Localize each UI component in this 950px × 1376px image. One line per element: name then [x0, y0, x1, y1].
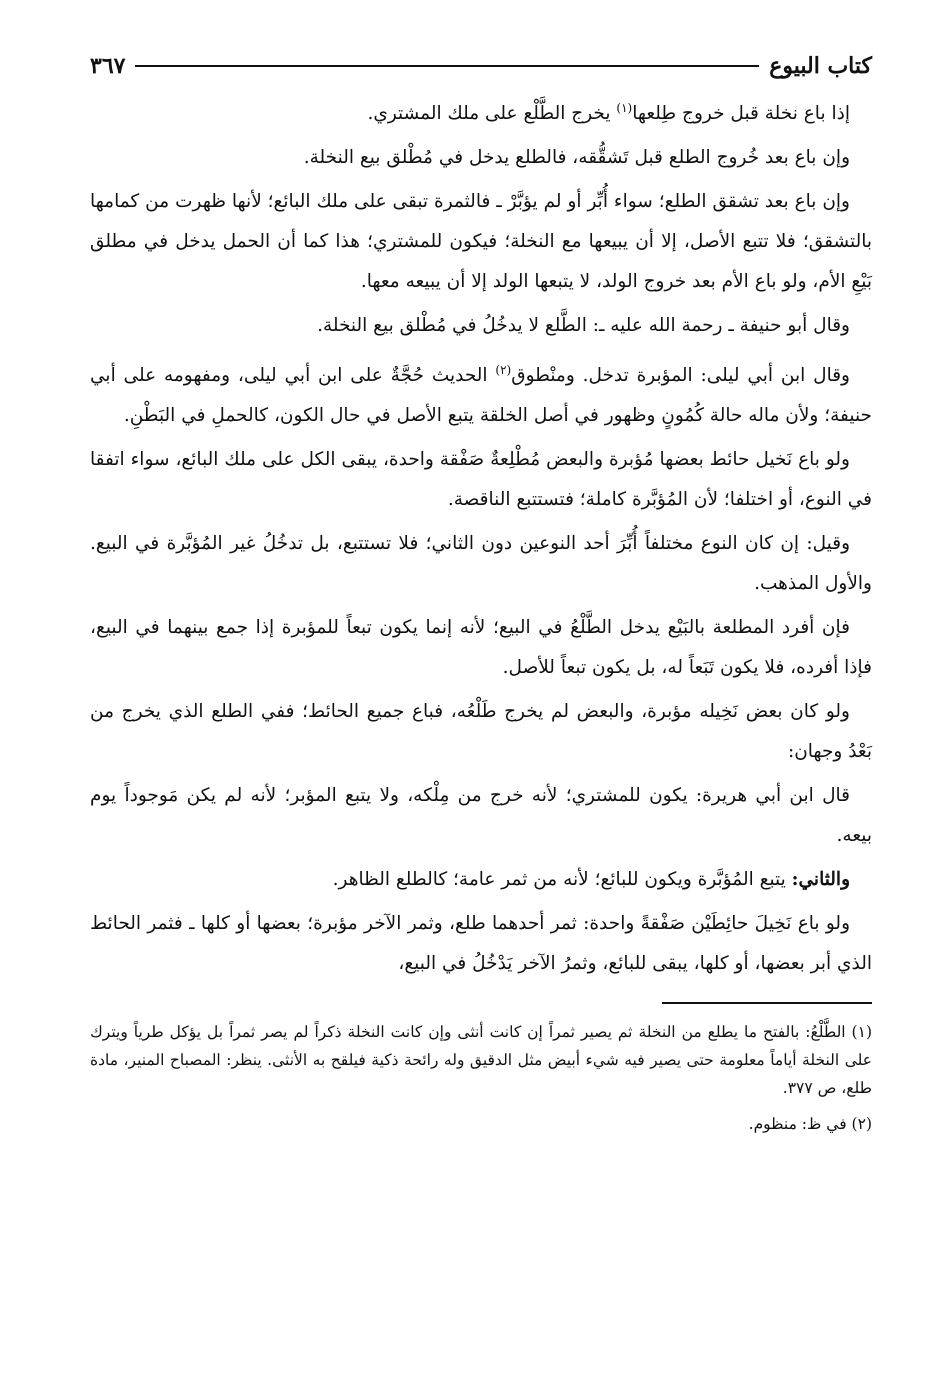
footnote-separator	[662, 1002, 872, 1004]
paragraph	[90, 88, 872, 134]
header-rule	[135, 65, 759, 67]
paragraph-text: الحديث حُجَّةٌ على ابن أبي ليلى، ومفهومه على أبي حنيفة؛ ولأن ماله حالة كُمُونٍ وظهور في أصل الخلقة يتبع الأصل في حال الكون، كالحملِ في البَطْنِ.	[90, 365, 872, 427]
paragraph: فإن أفرد المطلعة بالبَيْع يدخل الطَّلْعُ في البيع؛ لأنه إنما يكون تبعاً للمؤبرة إذا جمع بينهما في البيع، فإذا أفرده، فلا يكون تَبَعاً له، بل يكون تبعاً للأصل.	[90, 617, 872, 679]
paragraph-text: يتبع المُؤبَّرة ويكون للبائع؛ لأنه من ثمر عامة؛ كالطلع الظاهر.	[332, 869, 792, 891]
paragraph: ولو باع نَخِيلَ حائِطَيْن صَفْقةً واحدة: ثمر أحدهما طلع، وثمر الآخر مؤبرة؛ بعضها أو كلها ـ فثمر الحائط الذي أبر بعضها، أو كلها، يبقى للبائع، وثمرُ الآخر يَدْخُلُ في البيع،	[90, 913, 872, 975]
paragraph-text: يخرج الطَّلْع على ملك المشتري.	[367, 103, 617, 125]
page-number: ٣٦٧	[90, 53, 126, 79]
paragraph-text: وقال ابن أبي ليلى: المؤبرة تدخل. ومنْطوق	[511, 365, 850, 387]
footnote-marker: (٢)	[495, 363, 512, 378]
paragraph: ولو باع نَخيل حائط بعضها مُؤبرة والبعض مُطْلِعةٌ صَفْقة واحدة، يبقى الكل على ملك البائع، سواء اتفقا في النوع، أو اختلفا؛ لأن المُؤبَّرة كاملة؛ فتستتبع الناقصة.	[90, 449, 872, 511]
body-text	[90, 88, 872, 984]
paragraph	[90, 350, 872, 436]
book-title: كتاب البيوع	[769, 53, 872, 79]
paragraph-lead: والثاني:	[791, 869, 850, 891]
paragraph: وقال أبو حنيفة ـ رحمة الله عليه ـ: الطَّلع لا يدخُلُ في مُطْلق بيع النخلة.	[317, 315, 850, 337]
book-page	[90, 44, 872, 1364]
running-header	[90, 44, 872, 88]
footnote: (١) الطَّلْعُ: بالفتح ما يطلع من النخلة ثم يصير ثمراً إن كانت أنثى وإن كانت النخلة ذكراً لم يصر ثمراً بل يؤكل طرياً ويترك على النخلة أياماً معلومة حتى يصير فيه شيء أبيض مثل الدقيق وله رائحة ذكية فيلقح به الأنثى. ينظر: المصباح المنير، مادة طلع، ص ٣٧٧.	[90, 1023, 872, 1098]
paragraph	[90, 860, 872, 900]
paragraph-text: إذا باع نخلة قبل خروج طِلعها	[632, 103, 850, 125]
footnote-marker: (١)	[616, 101, 633, 115]
paragraph: وإن باع بعد تشقق الطلع؛ سواء أُبِّر أو لم يؤبَّرْ ـ فالثمرة تبقى على ملك البائع؛ لأنها ظهرت من كمامها بالتشقق؛ فلا تتبع الأصل، إلا أن يبيعها مع النخلة؛ فيكون للمشتري؛ هذا كما أن الحمل يدخل في مطلق بَيْعِ الأم، ولو باع الأم بعد خروج الولد، لا يتبعها الولد إلا أن يبيعه معها.	[90, 191, 872, 293]
paragraph: ولو كان بعض نَخِيله مؤبرة، والبعض لم يخرج طَلْعُه، فباع جميع الحائط؛ ففي الطلع الذي يخرج من بَعْدُ وجهان:	[90, 701, 872, 763]
paragraph: وقيل: إن كان النوع مختلفاً أُبِّرَ أحد النوعين دون الثاني؛ فلا تستتبع، بل تدخُلُ غير المُؤبَّرة في البيع. والأول المذهب.	[90, 533, 872, 595]
paragraph: وإن باع بعد خُروج الطلع قبل تَشقُّقه، فالطلع يدخل في مُطْلق بيع النخلة.	[303, 147, 850, 169]
footnote: (٢) في ظ: منظوم.	[748, 1115, 872, 1134]
paragraph: قال ابن أبي هريرة: يكون للمشتري؛ لأنه خرج من مِلْكه، ولا يتبع المؤبر؛ لأنه لم يكن مَوجوداً يوم بيعه.	[90, 785, 872, 847]
footnotes	[90, 1018, 872, 1138]
